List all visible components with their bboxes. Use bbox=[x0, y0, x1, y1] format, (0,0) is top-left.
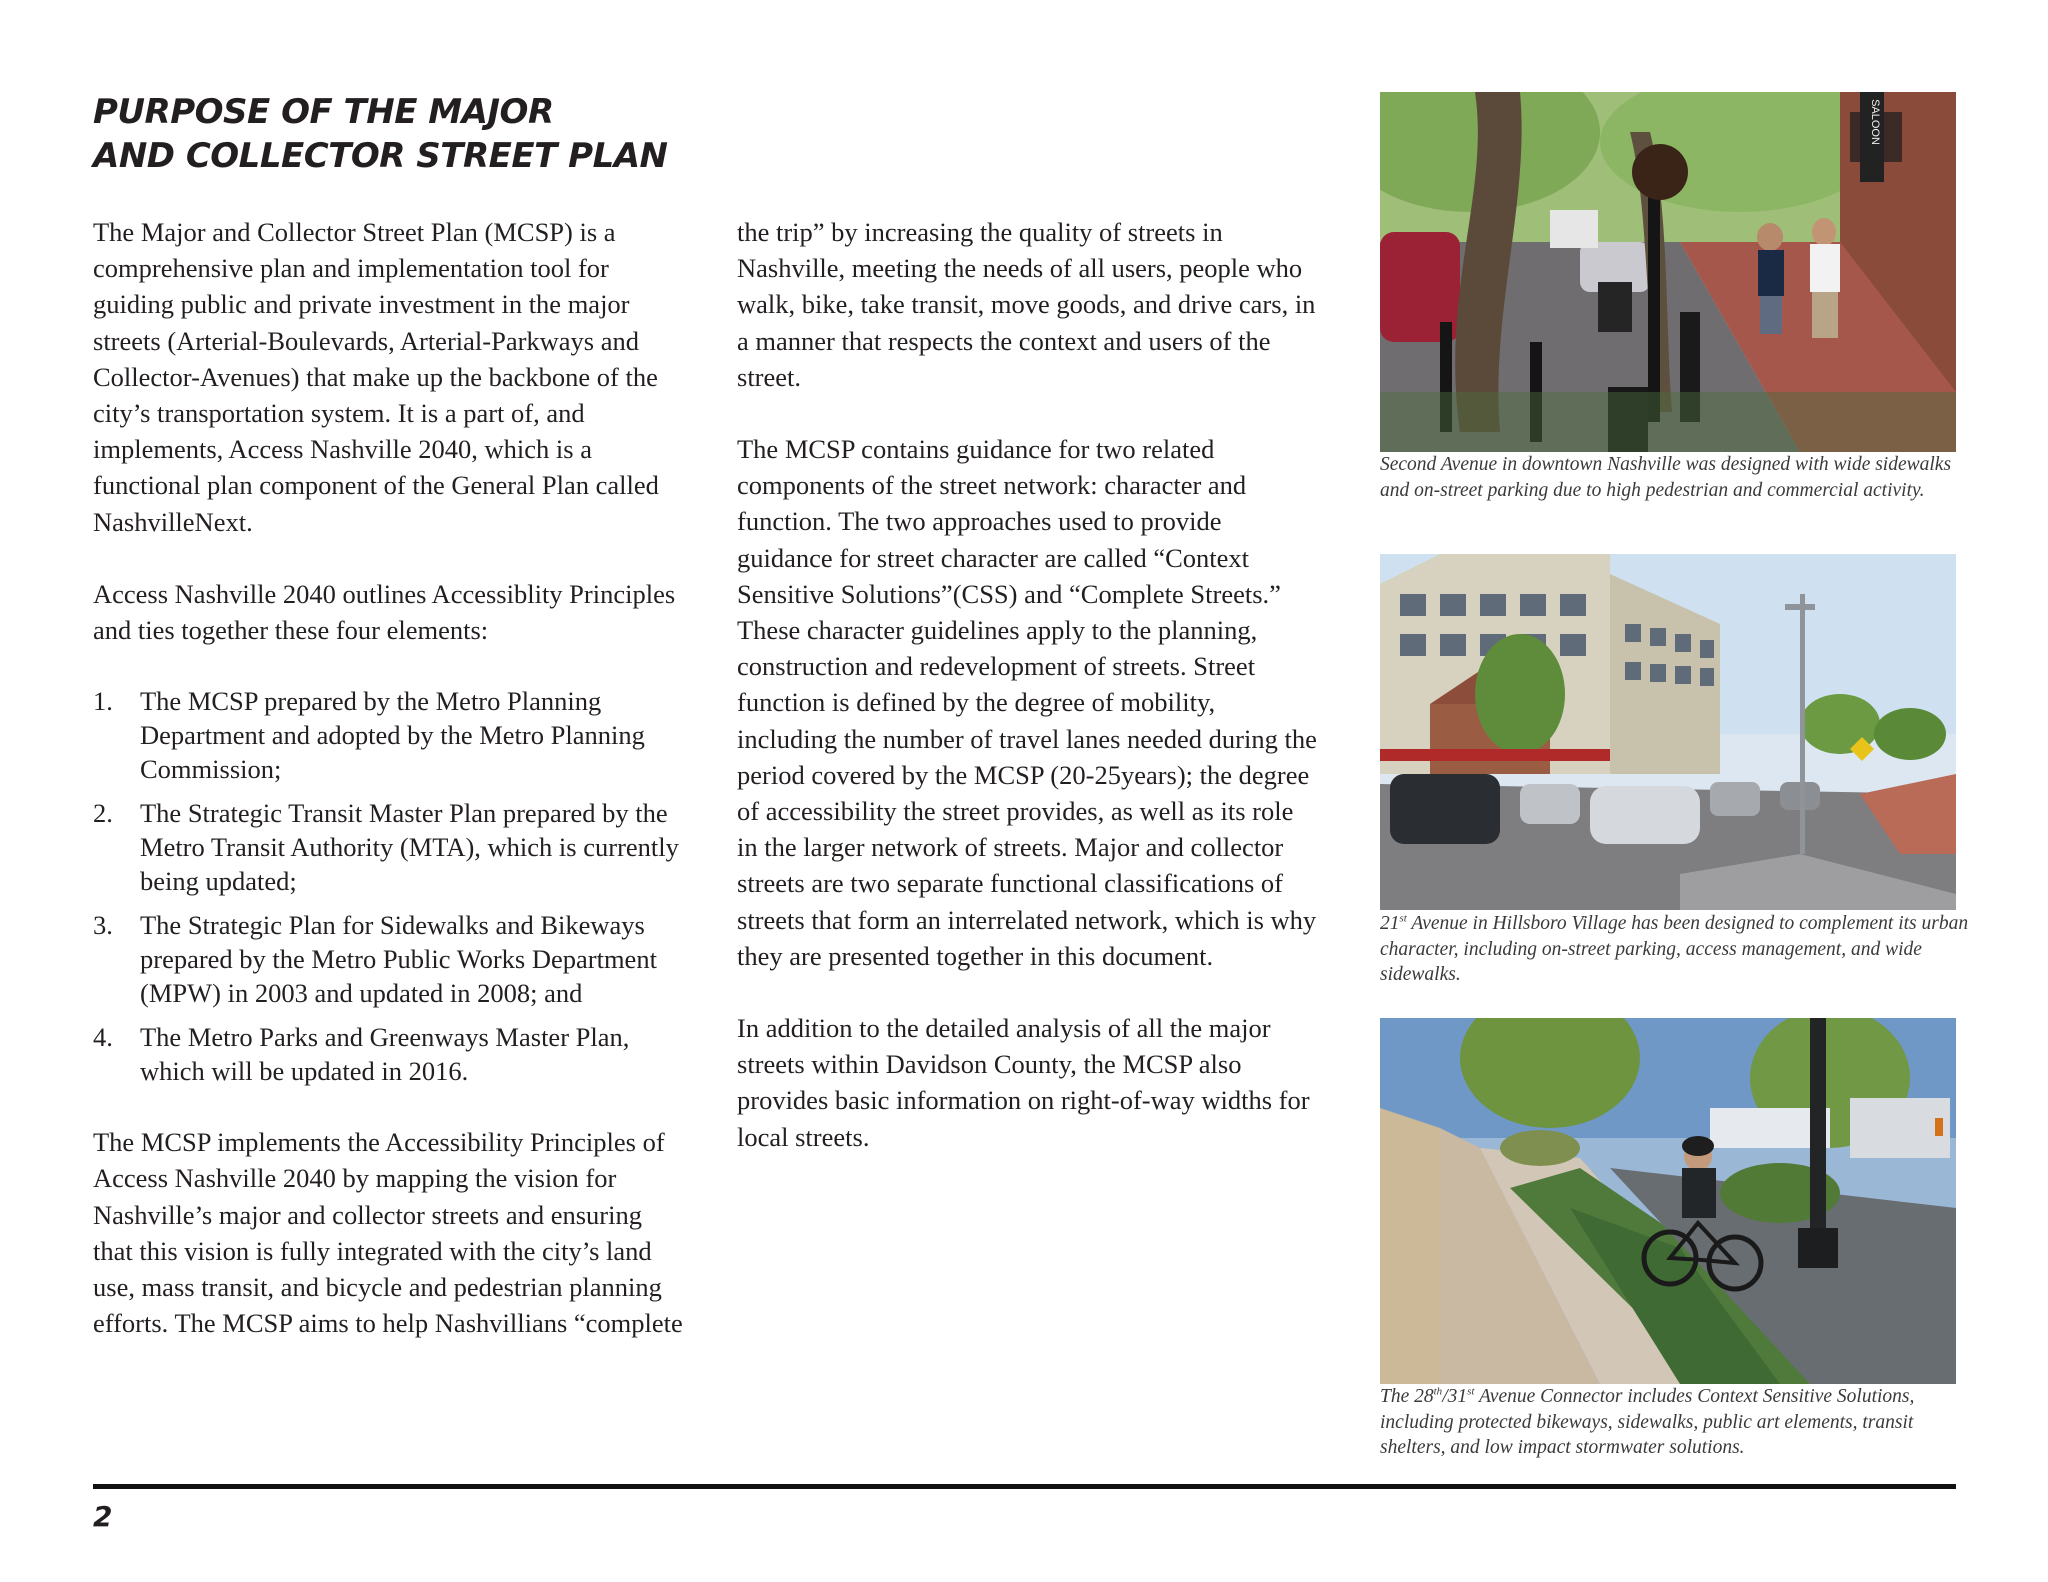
caption-avenue-number: 21 bbox=[1380, 913, 1400, 934]
hillsboro-village-photo bbox=[1380, 554, 1956, 910]
text-column-middle bbox=[737, 214, 1317, 1191]
page-title bbox=[93, 90, 713, 178]
title-line-2: AND COLLECTOR STREET PLAN bbox=[93, 136, 668, 176]
avenue-connector-photo bbox=[1380, 1018, 1956, 1384]
elements-intro-paragraph: Access Nashville 2040 outlines Accessiblity Principles and ties together these four elements: bbox=[93, 578, 676, 646]
footer-rule bbox=[93, 1484, 1956, 1489]
list-text: The Strategic Plan for Sidewalks and Bikeways prepared by the Metro Public Works Department (MPW) in 2003 and updated in 2008; and bbox=[140, 910, 657, 1009]
list-item bbox=[93, 684, 683, 786]
list-item bbox=[93, 796, 683, 898]
list-text: The Metro Parks and Greenways Master Plan, which will be updated in 2016. bbox=[140, 1022, 630, 1087]
list-item bbox=[93, 908, 683, 1010]
intro-paragraph: The Major and Collector Street Plan (MCSP) is a comprehensive plan and implementation tool for guiding public and private investment in the major streets (Arterial-Boulevards, Arterial-Parkways and Collector-Avenues) that make up the backbone of the city’s transportation system. It is a part of, and implements, Access Nashville 2040, which is a functional plan component of the General Plan called NashvilleNext. bbox=[93, 217, 659, 537]
second-avenue-caption: Second Avenue in downtown Nashville was designed with wide sidewalks and on-street parking due to high pedestrian and commercial activity. bbox=[1380, 454, 1952, 501]
caption-text: Avenue in Hillsboro Village has been designed to complement its urban character, including on-street parking, access management, and wide sidewalks. bbox=[1380, 913, 1969, 985]
list-item bbox=[93, 1020, 683, 1088]
guidance-paragraph: The MCSP contains guidance for two related components of the street network: character and function. The two approaches used to provide guidance for street character are called “Context Sensitive Solutions”(CSS) and “Complete Streets.” These character guidelines apply to the planning, construction and redevelopment of streets. Street function is defined by the degree of mobility, including the number of travel lanes needed during the period covered by the MCSP (20-25years); the degree of accessibility the street provides, as well as its role in the larger network of streets. Major and collector streets are two separate functional classifications of streets that form an interrelated network, which is why they are presented together in this document. bbox=[737, 434, 1317, 971]
hillsboro-village-caption bbox=[1380, 911, 1970, 988]
caption-text: Avenue Connector includes Context Sensitive Solutions, including protected bikeways, sidewalks, public art elements, transit shelters, and low impact stormwater solutions. bbox=[1380, 1386, 1915, 1458]
list-text: The MCSP prepared by the Metro Planning Department and adopted by the Metro Planning Commission; bbox=[140, 686, 645, 785]
second-avenue-photo bbox=[1380, 92, 1956, 452]
caption-text-middle: /31 bbox=[1442, 1386, 1468, 1407]
text-column-left bbox=[93, 214, 683, 1341]
list-number: 2. bbox=[93, 798, 113, 829]
list-text: The Strategic Transit Master Plan prepared by the Metro Transit Authority (MTA), which is currently being updated; bbox=[140, 798, 679, 897]
elements-list bbox=[93, 684, 683, 1088]
caption-ordinal: st bbox=[1399, 912, 1407, 925]
list-number: 3. bbox=[93, 910, 113, 941]
caption-ordinal-1: th bbox=[1433, 1385, 1443, 1398]
complete-trip-paragraph: the trip” by increasing the quality of streets in Nashville, meeting the needs of all users, people who walk, bike, take transit, move goods, and drive cars, in a manner that respects the context and users of the street. bbox=[737, 217, 1316, 392]
caption-text-start: The 28 bbox=[1380, 1386, 1434, 1407]
implementation-paragraph: The MCSP implements the Accessibility Principles of Access Nashville 2040 by mapping the vision for Nashville’s major and collector streets and ensuring that this vision is fully integrated with the city’s land use, mass transit, and bicycle and pedestrian planning efforts. The MCSP aims to help Nashvillians “complete bbox=[93, 1127, 683, 1339]
avenue-connector-caption bbox=[1380, 1384, 1970, 1461]
saloon-sign-text: SALOON bbox=[1869, 99, 1881, 145]
caption-ordinal-2: st bbox=[1467, 1385, 1475, 1398]
local-streets-paragraph: In addition to the detailed analysis of all the major streets within Davidson County, the MCSP also provides basic information on right-of-way widths for local streets. bbox=[737, 1013, 1310, 1152]
page-number: 2 bbox=[93, 1500, 113, 1533]
list-number: 1. bbox=[93, 686, 113, 717]
title-line-1: PURPOSE OF THE MAJOR bbox=[93, 92, 554, 132]
list-number: 4. bbox=[93, 1022, 113, 1053]
